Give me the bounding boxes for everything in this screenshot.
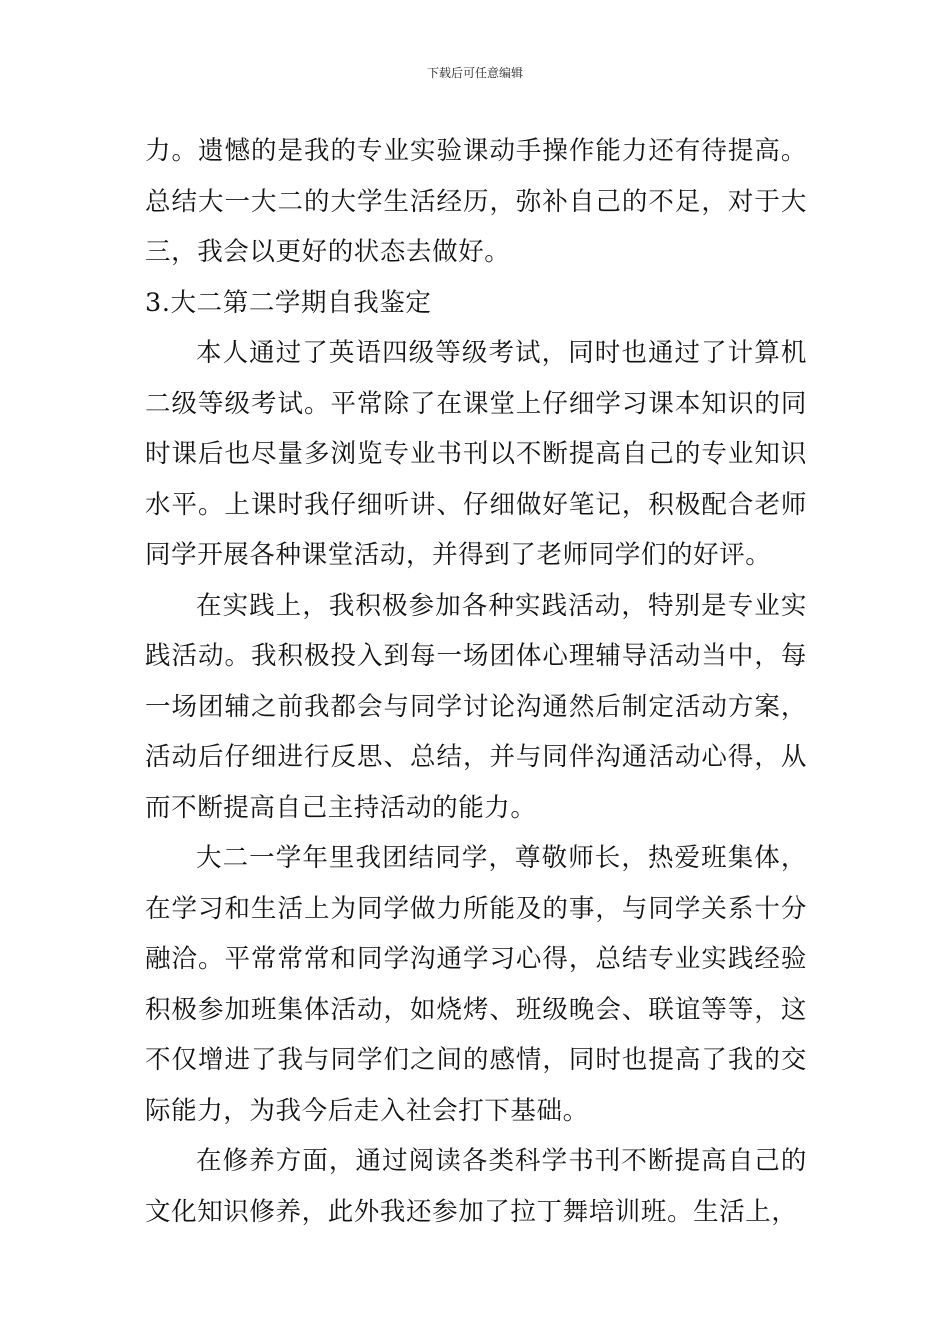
paragraph-classmates: 大二一学年里我团结同学，尊敬师长，热爱班集体，在学习和生活上为同学做力所能及的事，与同学关系十分融洽。平常常常和同学沟通学习心得，总结专业实践经验积极参加班集体活动，如烧烤、班级晚会、联谊等等，这不仅增进了我与同学们之间的感情，同时也提高了我的交际能力，为我今后走入社会打下基础。 (145, 843, 807, 1126)
continuation-paragraph: 力。遗憾的是我的专业实验课动手操作能力还有待提高。总结大一大二的大学生活经历，弥补自己的不足，对于大三，我会以更好的状态去做好。 (145, 136, 807, 267)
page-header: 下载后可任意编辑 (426, 66, 523, 80)
paragraph-exams: 本人通过了英语四级等级考试，同时也通过了计算机二级等级考试。平常除了在课堂上仔细学习课本知识的同时课后也尽量多浏览专业书刊以不断提高自己的专业知识水平。上课时我仔细听讲、仔细做好笔记，积极配合老师同学开展各种课堂活动，并得到了老师同学们的好评。 (145, 338, 807, 570)
section-title: 3.大二第二学期自我鉴定 (145, 287, 432, 318)
document-body (145, 126, 807, 1237)
paragraph-practice: 在实践上，我积极参加各种实践活动，特别是专业实践活动。我积极投入到每一场团体心理辅导活动当中，每一场团辅之前我都会与同学讨论沟通然后制定活动方案，活动后仔细进行反思、总结，并与同伴沟通活动心得，从而不断提高自己主持活动的能力。 (145, 590, 807, 823)
paragraph-cultivation: 在修养方面，通过阅读各类科学书刊不断提高自己的文化知识修养，此外我还参加了拉丁舞培训班。生活上， (145, 1146, 807, 1227)
